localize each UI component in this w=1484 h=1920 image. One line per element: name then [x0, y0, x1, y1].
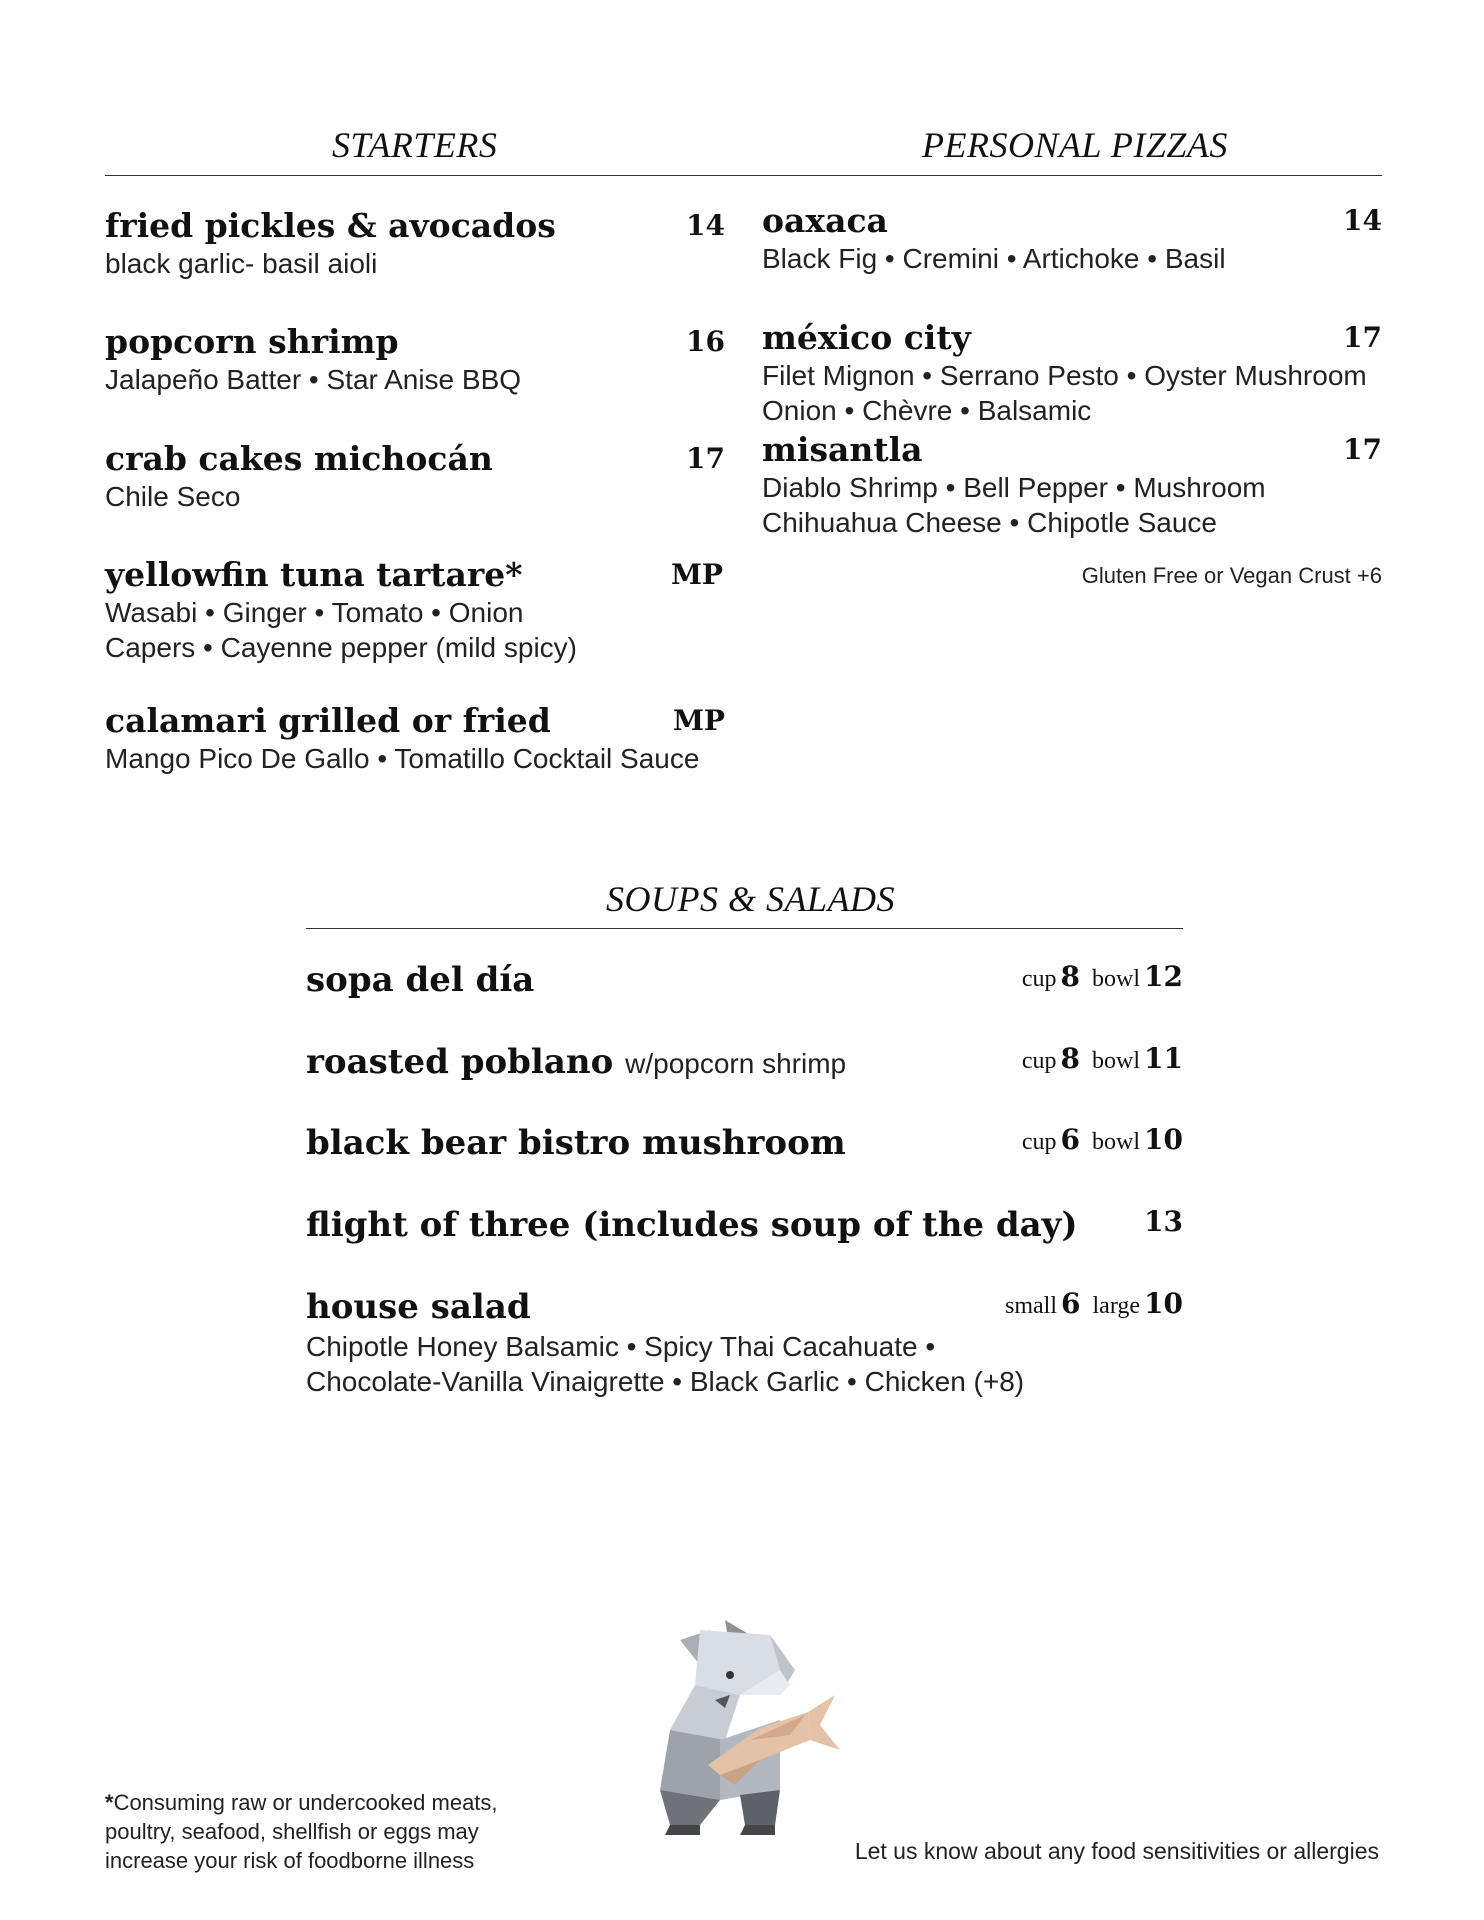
size-label: small	[1005, 1293, 1058, 1319]
item-name: house salad	[306, 1287, 531, 1327]
item-name-text: roasted poblano	[306, 1042, 614, 1082]
item-name: fried pickles & avocados	[105, 206, 556, 245]
size-price: 13	[1144, 1205, 1183, 1238]
size-prices	[1140, 1205, 1183, 1238]
size-price: 8	[1060, 960, 1081, 993]
size-prices	[1022, 1042, 1183, 1075]
disclaimer-line: increase your risk of foodborne illness	[105, 1848, 475, 1873]
size-label: bowl	[1092, 1129, 1141, 1155]
starter-item	[105, 206, 725, 281]
size-prices	[1005, 1287, 1183, 1320]
item-price: MP	[670, 558, 723, 591]
item-description: Onion • Chèvre • Balsamic	[762, 395, 1092, 426]
starter-item	[105, 555, 725, 665]
size-price: 12	[1144, 960, 1183, 993]
item-name: popcorn shrimp	[105, 322, 399, 361]
item-description: Capers • Cayenne pepper (mild spicy)	[105, 632, 578, 663]
starters-title: STARTERS	[332, 125, 498, 165]
starters-divider	[105, 175, 725, 176]
item-name: oaxaca	[762, 201, 888, 240]
item-price: MP	[672, 704, 725, 737]
starter-item	[105, 701, 725, 776]
item-name: flight of three (includes soup of the day)	[306, 1205, 1078, 1245]
disclaimer-text: Consuming raw or undercooked meats,	[113, 1790, 498, 1815]
item-description: Chocolate-Vanilla Vinaigrette • Black Garlic • Chicken (+8)	[306, 1366, 1025, 1397]
item-price: 17	[1343, 433, 1382, 466]
item-description: Chipotle Honey Balsamic • Spicy Thai Cacahuate •	[306, 1331, 936, 1362]
soup-item	[306, 958, 1183, 1002]
soup-item	[306, 1040, 1183, 1086]
item-price: 16	[686, 325, 725, 358]
item-name: sopa del día	[306, 960, 535, 1000]
item-name: crab cakes michocán	[105, 439, 493, 478]
size-label: bowl	[1092, 1048, 1141, 1074]
pizza-item	[762, 201, 1382, 276]
pizza-item	[762, 318, 1382, 428]
item-description: Jalapeño Batter • Star Anise BBQ	[105, 364, 522, 395]
soups-divider	[306, 928, 1183, 929]
disclaimer-line: poultry, seafood, shellfish or eggs may	[105, 1819, 479, 1844]
pizzas-title: PERSONAL PIZZAS	[922, 125, 1228, 165]
salad-item	[306, 1285, 1183, 1399]
item-name: yellowfin tuna tartare*	[105, 555, 523, 594]
size-price: 11	[1144, 1042, 1183, 1075]
size-price: 10	[1144, 1287, 1183, 1320]
raw-food-disclaimer	[105, 1788, 565, 1875]
size-label: cup	[1021, 1048, 1057, 1074]
soups-title: SOUPS & SALADS	[606, 879, 895, 919]
item-price: 17	[686, 442, 725, 475]
size-label: cup	[1021, 1129, 1057, 1155]
item-name: méxico city	[762, 318, 971, 357]
item-description: Wasabi • Ginger • Tomato • Onion	[105, 597, 524, 628]
size-prices	[1022, 960, 1183, 993]
size-label: bowl	[1092, 966, 1141, 992]
item-description: Chihuahua Cheese • Chipotle Sauce	[762, 507, 1217, 538]
item-description: Chile Seco	[105, 481, 241, 512]
item-description: Filet Mignon • Serrano Pesto • Oyster Mushroom	[762, 360, 1367, 391]
bear-holding-fish-icon	[630, 1600, 860, 1840]
item-name: black bear bistro mushroom	[306, 1123, 846, 1163]
item-description: Mango Pico De Gallo • Tomatillo Cocktail Sauce	[105, 743, 700, 774]
size-label: large	[1092, 1293, 1141, 1319]
item-description: Black Fig • Cremini • Artichoke • Basil	[762, 243, 1226, 274]
size-price: 8	[1060, 1042, 1081, 1075]
size-prices	[1022, 1123, 1183, 1156]
size-price: 10	[1144, 1123, 1183, 1156]
soup-item	[306, 1203, 1183, 1247]
asterisk-mark: *	[105, 1790, 114, 1815]
starter-item	[105, 439, 725, 514]
item-price: 14	[686, 209, 725, 242]
item-aside: w/popcorn shrimp	[625, 1048, 847, 1079]
size-price: 6	[1060, 1123, 1081, 1156]
pizza-item	[762, 430, 1382, 540]
item-name: calamari grilled or fried	[105, 701, 551, 740]
item-price: 14	[1343, 204, 1382, 237]
item-price: 17	[1343, 321, 1382, 354]
item-description: black garlic- basil aioli	[105, 248, 378, 279]
pizzas-divider	[720, 175, 1382, 176]
item-description: Diablo Shrimp • Bell Pepper • Mushroom	[762, 472, 1266, 503]
size-label: cup	[1021, 966, 1057, 992]
allergy-note: Let us know about any food sensitivities or allergies	[854, 1838, 1379, 1864]
item-name: misantla	[762, 430, 923, 469]
soup-item	[306, 1121, 1183, 1165]
crust-note: Gluten Free or Vegan Crust +6	[1081, 563, 1382, 588]
disclaimer-line	[105, 1788, 565, 1817]
starter-item	[105, 322, 725, 397]
size-price: 6	[1061, 1287, 1081, 1320]
